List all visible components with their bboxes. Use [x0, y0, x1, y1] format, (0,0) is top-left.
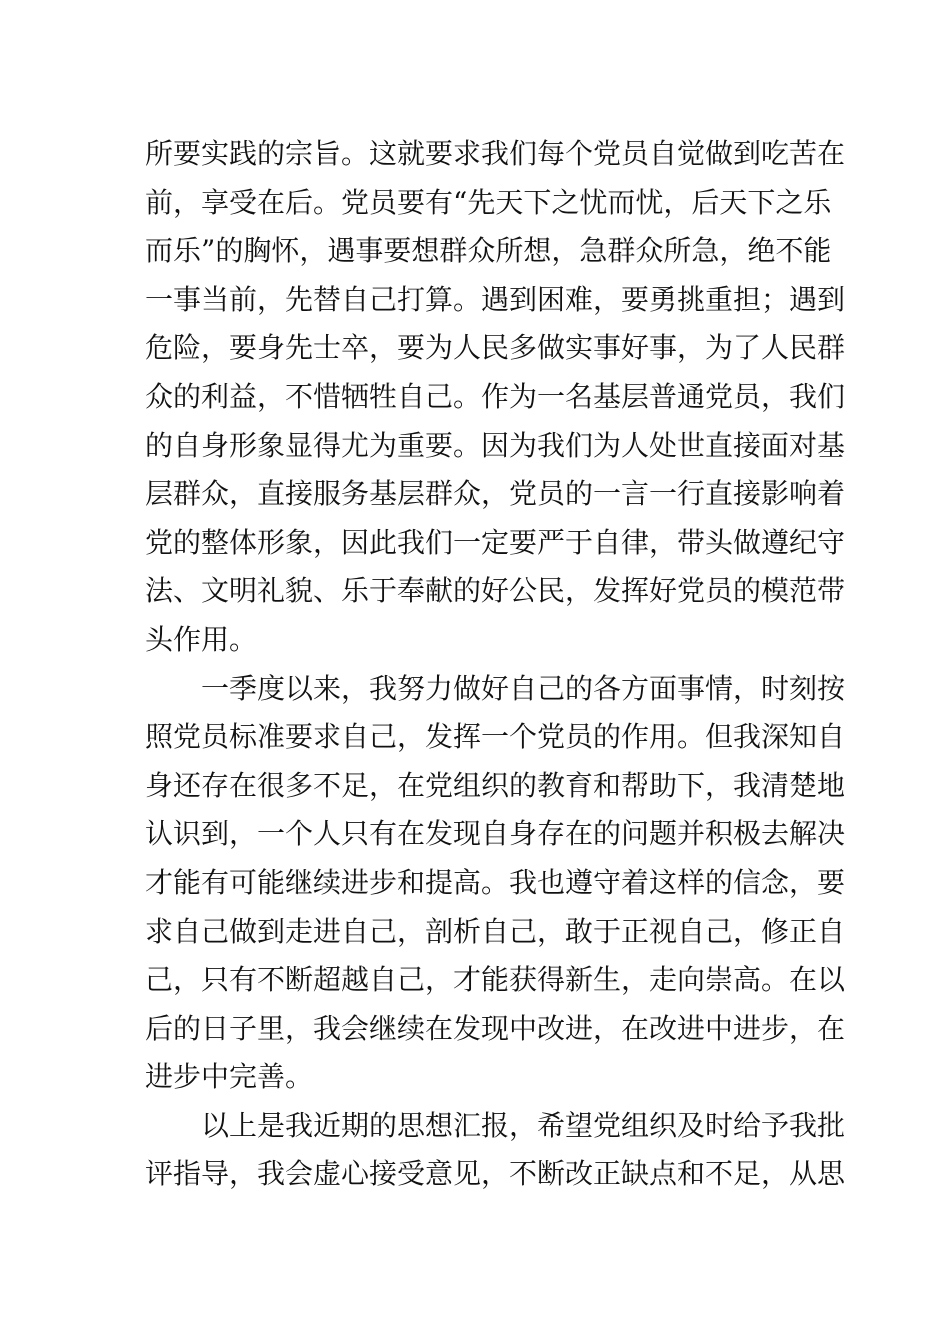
- text-line: 层群众，直接服务基层群众，党员的一言一行直接影响着: [145, 477, 846, 511]
- text-line: 危险，要身先士卒，要为人民多做实事好事，为了人民群: [145, 331, 846, 365]
- text-line: 法、文明礼貌、乐于奉献的好公民，发挥好党员的模范带: [145, 574, 846, 608]
- text-line: 的自身形象显得尤为重要。因为我们为人处世直接面对基: [145, 428, 846, 462]
- text-line: 进步中完善。: [145, 1060, 314, 1094]
- text-line: 求自己做到走进自己，剖析自己，敢于正视自己，修正自: [145, 914, 846, 948]
- text-line: 认识到，一个人只有在发现自身存在的问题并积极去解决: [145, 817, 846, 851]
- paragraph-first-line: 一季度以来，我努力做好自己的各方面事情，时刻按: [201, 671, 846, 705]
- text-line: 前，享受在后。党员要有“先天下之忧而忧，后天下之乐: [145, 185, 832, 219]
- text-line: 所要实践的宗旨。这就要求我们每个党员自觉做到吃苦在: [145, 137, 846, 170]
- text-line: 众的利益，不惜牺牲自己。作为一名基层普通党员，我们: [145, 379, 846, 413]
- text-line: 党的整体形象，因此我们一定要严于自律，带头做遵纪守: [145, 525, 846, 559]
- text-line: 评指导，我会虚心接受意见，不断改正缺点和不足，从思: [145, 1157, 846, 1191]
- text-line: 身还存在很多不足，在党组织的教育和帮助下，我清楚地: [145, 768, 846, 802]
- text-line: 己，只有不断超越自己，才能获得新生，走向崇高。在以: [145, 963, 846, 997]
- text-line: 后的日子里，我会继续在发现中改进，在改进中进步，在: [145, 1011, 846, 1045]
- text-line: 才能有可能继续进步和提高。我也遵守着这样的信念，要: [145, 865, 846, 899]
- text-line: 照党员标准要求自己，发挥一个党员的作用。但我深知自: [145, 720, 846, 754]
- text-line: 头作用。: [145, 622, 258, 656]
- document-body: [145, 130, 846, 1199]
- text-line: 而乐”的胸怀，遇事要想群众所想，急群众所急，绝不能: [145, 234, 832, 268]
- text-line: 一事当前，先替自己打算。遇到困难，要勇挑重担；遇到: [145, 282, 846, 316]
- paragraph-first-line: 以上是我近期的思想汇报，希望党组织及时给予我批: [201, 1108, 846, 1142]
